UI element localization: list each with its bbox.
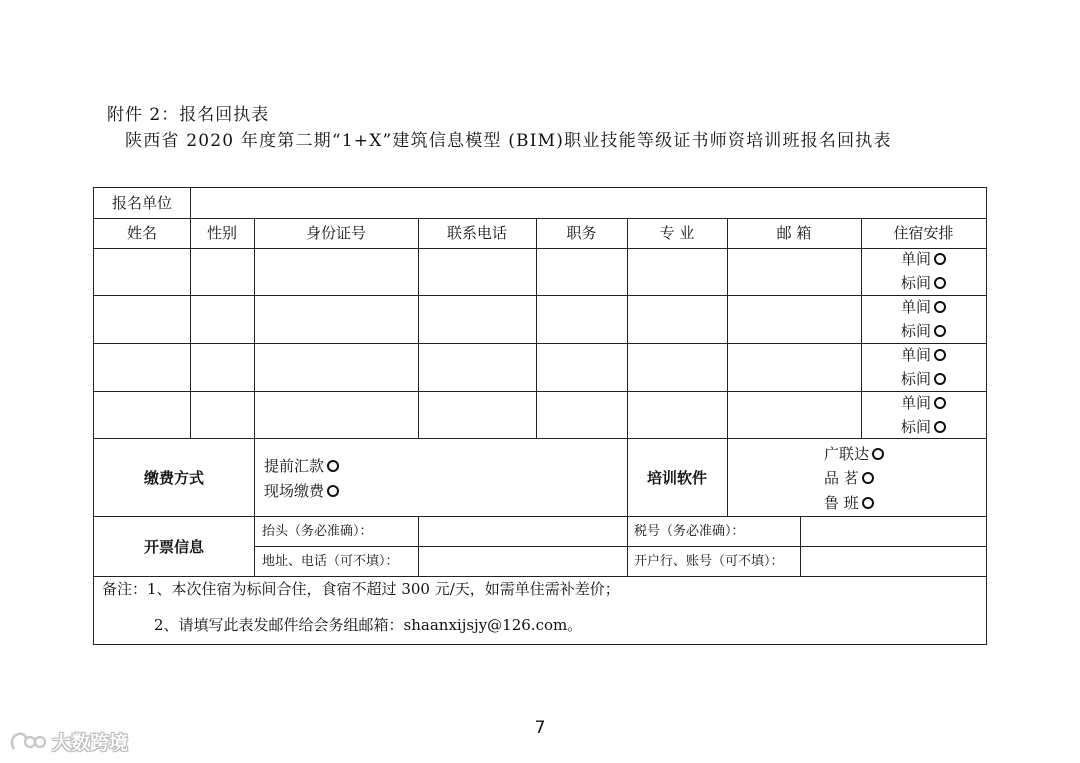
col-header-lodging: 住宿安排 xyxy=(893,224,954,242)
option-label: 标间 xyxy=(901,418,932,436)
radio-icon[interactable] xyxy=(327,485,339,497)
option-label: 标间 xyxy=(901,370,932,388)
col-header-id-number: 身份证号 xyxy=(305,224,366,242)
payment-method-label: 缴费方式 xyxy=(143,469,204,487)
unit-input-field[interactable] xyxy=(191,189,985,217)
bank-account-input[interactable] xyxy=(801,547,985,575)
lodging-option-twin[interactable] xyxy=(901,322,946,340)
option-label: 鲁 班 xyxy=(824,494,859,512)
lodging-option-single[interactable] xyxy=(901,346,946,364)
payment-option-prepay[interactable] xyxy=(264,457,339,475)
page-number: 7 xyxy=(534,718,546,738)
option-label: 单间 xyxy=(901,298,932,316)
option-label: 单间 xyxy=(901,346,932,364)
col-header-major: 专 业 xyxy=(659,224,695,242)
watermark xyxy=(8,728,128,755)
registration-form-table xyxy=(93,187,987,645)
lodging-option-single[interactable] xyxy=(901,394,946,412)
col-header-position: 职务 xyxy=(566,224,597,242)
col-header-name: 姓名 xyxy=(126,224,157,242)
lodging-option-twin[interactable] xyxy=(901,418,946,436)
invoice-title-input[interactable] xyxy=(419,517,626,545)
radio-icon[interactable] xyxy=(862,472,874,484)
address-phone-input[interactable] xyxy=(419,547,626,575)
software-option-luban[interactable] xyxy=(824,494,874,512)
radio-icon[interactable] xyxy=(872,448,884,460)
lodging-option-single[interactable] xyxy=(901,250,946,268)
radio-icon[interactable] xyxy=(934,253,946,265)
radio-icon[interactable] xyxy=(934,301,946,313)
option-label: 单间 xyxy=(901,250,932,268)
option-label: 标间 xyxy=(901,322,932,340)
option-label: 标间 xyxy=(901,274,932,292)
software-option-glodon[interactable] xyxy=(824,445,884,463)
lodging-option-single[interactable] xyxy=(901,298,946,316)
radio-icon[interactable] xyxy=(934,397,946,409)
col-header-gender: 性别 xyxy=(206,224,237,242)
address-phone-label: 地址、电话（可不填）： xyxy=(262,554,399,569)
lodging-option-twin[interactable] xyxy=(901,370,946,388)
radio-icon[interactable] xyxy=(934,349,946,361)
col-header-phone: 联系电话 xyxy=(446,224,507,242)
notes-line-2: 2、请填写此表发邮件给会务组邮箱：shaanxijsjy@126.com。 xyxy=(154,616,583,634)
payment-option-onsite[interactable] xyxy=(264,482,339,500)
radio-icon[interactable] xyxy=(934,373,946,385)
tax-number-input[interactable] xyxy=(801,517,985,545)
bank-account-label: 开户行、账号（可不填）： xyxy=(634,554,784,569)
form-title: 陕西省 2020 年度第二期“1+X”建筑信息模型 (BIM)职业技能等级证书师资培训班报名回执表 xyxy=(125,131,892,151)
option-label: 广联达 xyxy=(824,445,870,463)
radio-icon[interactable] xyxy=(862,497,874,509)
watermark-text: 大数跨境 xyxy=(52,732,129,754)
radio-icon[interactable] xyxy=(934,421,946,433)
radio-icon[interactable] xyxy=(327,460,339,472)
option-label: 提前汇款 xyxy=(264,457,325,475)
option-label: 现场缴费 xyxy=(264,482,325,500)
notes-line-1: 备注：1、本次住宿为标间合住，食宿不超过 300 元/天，如需单住需补差价； xyxy=(102,580,620,598)
lodging-option-twin[interactable] xyxy=(901,274,946,292)
software-option-pinming[interactable] xyxy=(824,469,874,487)
col-header-email: 邮 箱 xyxy=(776,224,812,242)
tax-number-label: 税号（务必准确）： xyxy=(634,524,745,539)
radio-icon[interactable] xyxy=(934,277,946,289)
radio-icon[interactable] xyxy=(934,325,946,337)
option-label: 单间 xyxy=(901,394,932,412)
unit-label: 报名单位 xyxy=(111,194,172,212)
attachment-label: 附件 2：报名回执表 xyxy=(107,105,270,125)
invoice-info-label: 开票信息 xyxy=(143,538,204,556)
watermark-logo-icon xyxy=(8,729,48,755)
invoice-title-label: 抬头（务必准确）： xyxy=(262,524,373,539)
option-label: 品 茗 xyxy=(824,469,859,487)
training-software-label: 培训软件 xyxy=(646,469,707,487)
